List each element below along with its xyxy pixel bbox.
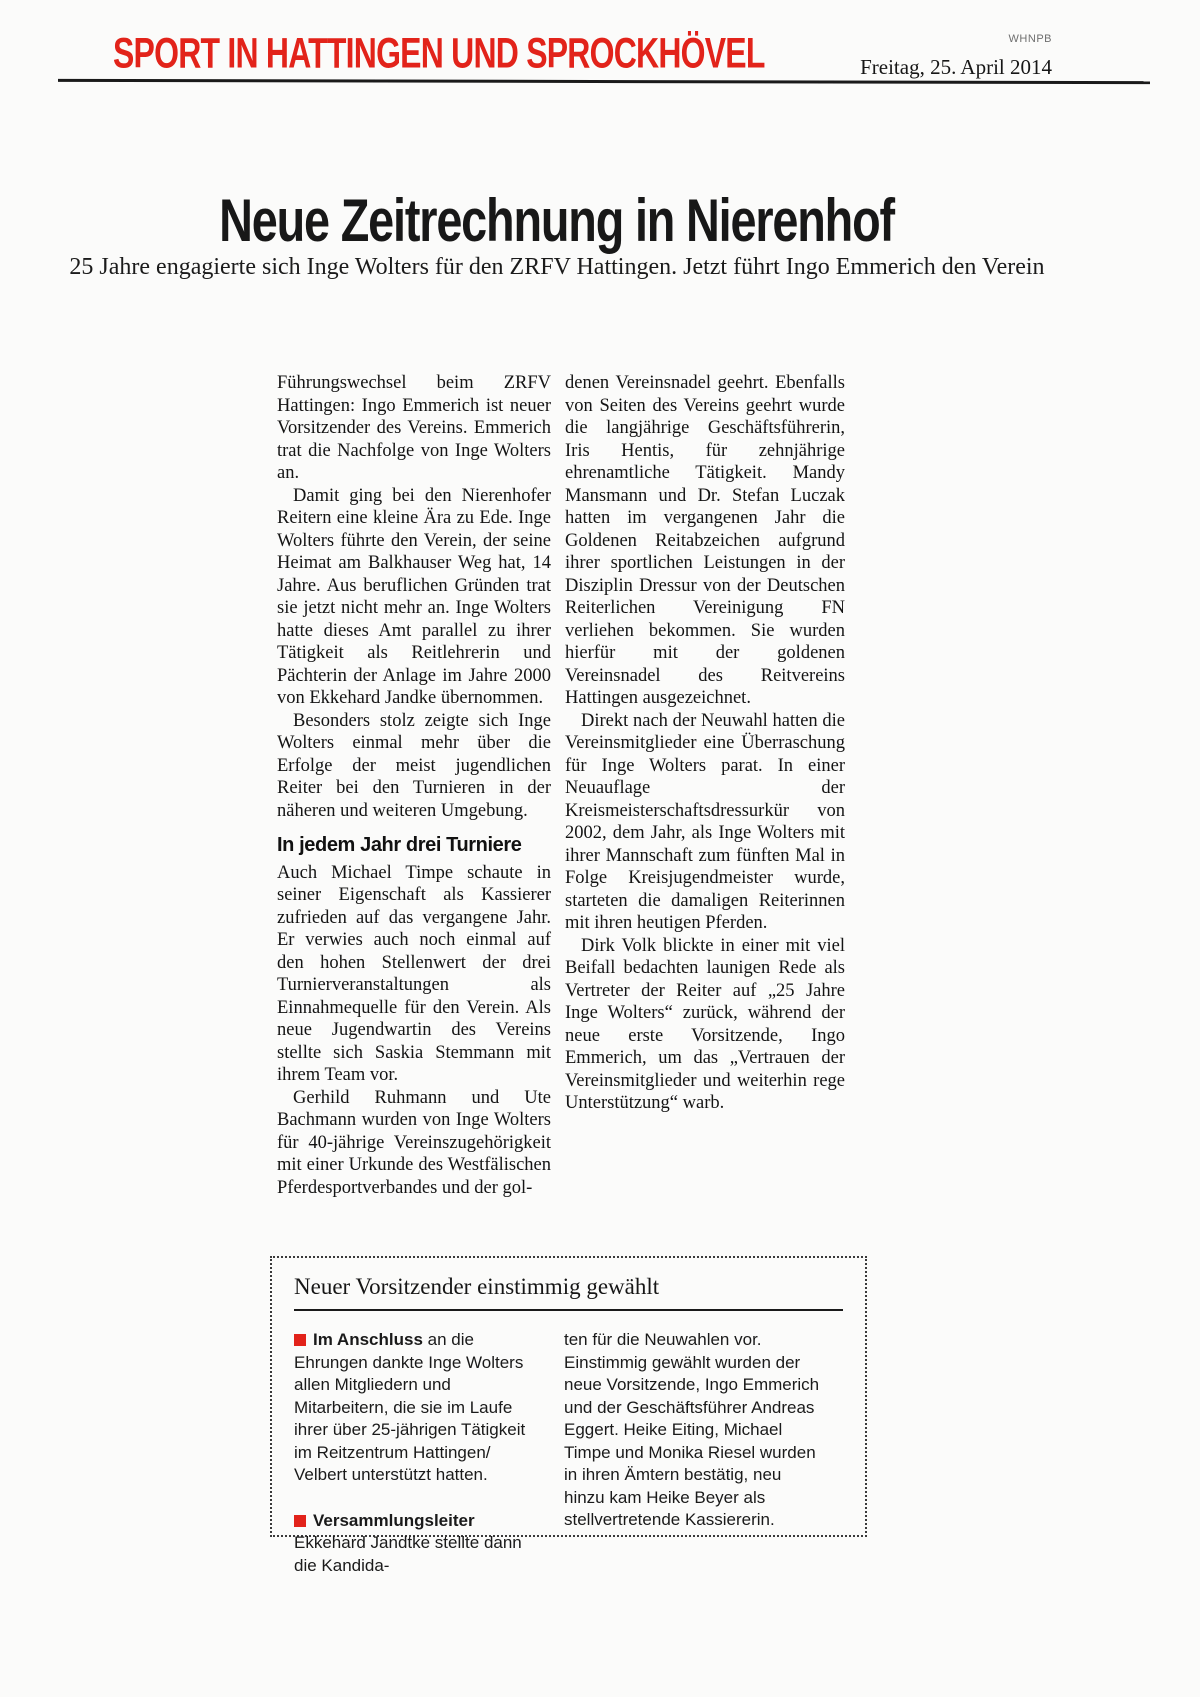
infobox-item-text: an die Ehrungen dankte Inge Wolters allen Mitgliedern und Mitarbeitern, die sie im Laufe ihrer über 25-jährigen Tätigkeit im Reitzentrum Hattingen/ Velbert unterstützt hatten. xyxy=(294,1330,526,1484)
section-title: SPORT IN HATTINGEN UND SPROCKHÖVEL xyxy=(113,28,765,78)
article-headline: Neue Zeitrechnung in Nierenhof xyxy=(219,187,895,254)
infobox-title-rule xyxy=(294,1309,843,1311)
body-paragraph: denen Vereinsnadel geehrt. Ebenfalls von Seiten des Vereins geehrt wurde die langjährige Geschäftsführerin, Iris Hentis, für zehnjährige ehrenamtliche Tätigkeit. Mandy Mansmann und Dr. Stefan Luczak hatten im vergangenen Jahr die Goldenen Reitabzeichen aufgrund ihrer sportlichen Leistungen in der Disziplin Dressur von der Deutschen Reiterlichen Vereinigung FN verliehen bekommen. Sie wurden hierfür mit der goldenen Vereinsnadel des Reitvereins Hattingen ausgezeichnet. xyxy=(565,373,845,708)
headline-wrap xyxy=(0,186,1114,255)
body-paragraph: Damit ging bei den Nierenhofer Reitern eine kleine Ära zu Ede. Inge Wolters führte den Verein, der seine Heimat am Balkhauser Weg hat, 14 Jahre. Aus beruflichen Gründen trat sie jetzt nicht mehr an. Inge Wolters hatte dieses Amt parallel zu ihrer Tätigkeit als Reitlehrerin und Pächterin der Anlage im Jahre 2000 von Ekkehard Jandke übernommen. xyxy=(277,485,551,708)
red-square-bullet-icon xyxy=(294,1515,306,1527)
red-square-bullet-icon xyxy=(294,1334,306,1346)
page-code: WHNPB xyxy=(1008,33,1052,45)
infobox-item-lead: Versammlungsleiter xyxy=(313,1510,475,1530)
subhead-wrap xyxy=(0,254,1114,281)
crosshead: In jedem Jahr drei Turniere xyxy=(277,834,522,856)
infobox-item xyxy=(294,1510,546,1578)
infobox-item xyxy=(294,1329,546,1487)
article-column-2 xyxy=(565,372,845,1199)
infobox-item-lead: Im Anschluss xyxy=(313,1330,423,1349)
page-date: Freitag, 25. April 2014 xyxy=(860,55,1052,79)
infobox-item-text: Ekkehard Jandtke stellte dann die Kandida- xyxy=(294,1533,522,1575)
body-paragraph: Direkt nach der Neuwahl hatten die Vereinsmitglieder eine Überraschung für Inge Wolters parat. In einer Neuauflage der Kreismeisterschaftsdressurkür von 2002, dem Jahr, als Inge Wolters mit ihrer Mannschaft zum fünften Mal in Folge Kreisjugendmeister wurde, starteten die damaligen Reiterinnen mit ihren heutigen Pferden. xyxy=(565,710,845,933)
article-subtitle: 25 Jahre engagierte sich Inge Wolters für den ZRFV Hattingen. Jetzt führt Ingo Emmerich den Verein xyxy=(69,254,1045,280)
body-paragraph: Gerhild Ruhmann und Ute Bachmann wurden von Inge Wolters für 40-jährige Vereinszugehörigkeit mit einer Urkunde des Westfälischen Pferdesportverbandes und der gol- xyxy=(277,1087,551,1198)
infobox-column-1 xyxy=(294,1329,546,1577)
infobox-column-2 xyxy=(564,1329,822,1577)
body-paragraph: Besonders stolz zeigte sich Inge Wolters einmal mehr über die Erfolge der meist jugendlichen Reiter bei den Turnieren in der näheren und weiteren Umgebung. xyxy=(277,710,551,821)
body-paragraph: Dirk Volk blickte in einer mit viel Beifall bedachten launigen Rede als Vertreter der Reiter auf „25 Jahre Inge Wolters“ zurück, während der neue erste Vorsitzende, Ingo Emmerich, um das „Vertrauen der Vereinsmitglieder und weiterhin rege Unterstützung“ warb. xyxy=(565,935,845,1113)
infobox xyxy=(270,1256,867,1575)
masthead xyxy=(113,30,948,77)
infobox-continuation: ten für die Neuwahlen vor. Einstimmig gewählt wurden der neue Vorsitzende, Ingo Emmerich und der Geschäftsführer Andreas Eggert. Heike Eiting, Michael Timpe und Monika Riesel wurden in ihren Ämtern bestätig, neu hinzu kam Heike Beyer als stellvertretende Kassiererin. xyxy=(564,1330,820,1529)
article-body xyxy=(277,372,845,1199)
body-paragraph: Führungswechsel beim ZRFV Hattingen: Ingo Emmerich ist neuer Vorsitzender des Vereins. Emmerich trat die Nachfolge von Inge Wolters an. xyxy=(277,373,551,483)
infobox-title: Neuer Vorsitzender einstimmig gewählt xyxy=(294,1274,660,1299)
body-paragraph: Auch Michael Timpe schaute in seiner Eigenschaft als Kassierer zufrieden auf das vergangene Jahr. Er verwies auch noch einmal auf den hohen Stellenwert der drei Turnierveranstaltungen als Einnahmequelle für den Verein. Als neue Jugendwartin des Vereins stellte sich Saskia Stemmann mit ihrem Team vor. xyxy=(277,862,551,1085)
article-column-1 xyxy=(277,372,551,1199)
infobox-columns xyxy=(294,1329,843,1577)
